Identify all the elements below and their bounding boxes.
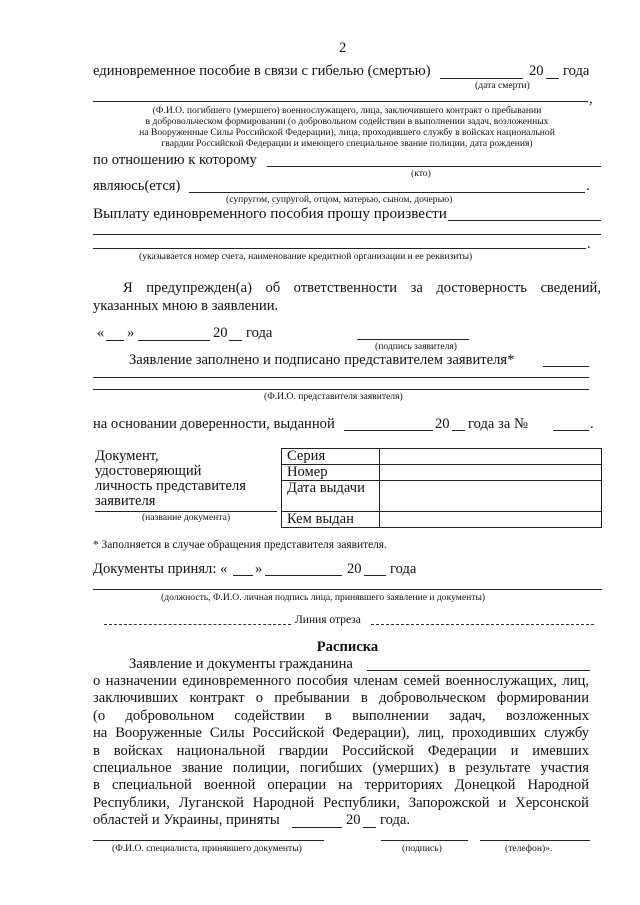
- representative-caption: (Ф.И.О. представителя заявителя): [264, 391, 403, 402]
- receipt-year-field[interactable]: [363, 827, 376, 828]
- death-benefit-label: единовременное пособие в связи с гибелью (смертью): [93, 63, 431, 79]
- doc-label-line-1: Документ,: [95, 447, 159, 464]
- issued-by-value[interactable]: [380, 512, 602, 528]
- series-value[interactable]: [380, 449, 602, 465]
- document-name-caption: (название документа): [141, 511, 231, 523]
- cut-line-left: [104, 624, 291, 625]
- accepted-caption: (должность, Ф.И.О. личная подпись лица, принявшего заявление и документы): [161, 592, 486, 603]
- attorney-year-label: года за №: [468, 416, 528, 432]
- receipt-body-3: (о добровольном содействии в выполнении задач, возложенных: [93, 707, 589, 724]
- year-field[interactable]: [229, 340, 242, 341]
- date-open-quote: «: [97, 325, 105, 341]
- month-field[interactable]: [138, 340, 210, 341]
- payment-field-3[interactable]: [93, 248, 586, 249]
- doc-label-line-4: заявителя: [95, 492, 156, 509]
- warning-line-2: указанных мною в заявлении.: [93, 298, 279, 314]
- death-year-field[interactable]: [546, 78, 559, 79]
- payment-field-1[interactable]: [448, 220, 601, 221]
- cut-line-right: [371, 624, 594, 625]
- representative-field-3[interactable]: [93, 389, 589, 390]
- receipt-first-line: Заявление и документы гражданина: [129, 656, 353, 672]
- relation-label: по отношению к которому: [93, 152, 257, 168]
- receipt-date-field[interactable]: [292, 827, 342, 828]
- doc-label-line-3: личность представителя: [95, 477, 246, 494]
- identity-document-label: [93, 449, 282, 528]
- accepted-year-field[interactable]: [364, 575, 386, 576]
- accepted-label: Документы принял: «: [93, 561, 228, 577]
- footnote: * Заполняется в случае обращения представителя заявителя.: [93, 539, 387, 551]
- specialist-caption: (Ф.И.О. специалиста, принявшего документы): [112, 843, 302, 854]
- payment-label: Выплату единовременного пособия прошу произвести: [93, 205, 447, 222]
- receipt-body-6: специальное звание полиции, погибших (умерших) в результате участия: [93, 760, 589, 776]
- receipt-body-1: о назначении единовременного пособия членам семей военнослужащих, лиц,: [93, 673, 589, 689]
- accepted-by-field[interactable]: [93, 589, 602, 590]
- relation-caption: (кто): [411, 168, 431, 179]
- signature-caption: (подпись): [402, 843, 442, 854]
- specialist-signature-field[interactable]: [381, 840, 468, 841]
- cut-line-label: Линия отреза: [295, 614, 361, 626]
- attorney-end: .: [590, 416, 594, 432]
- death-year-prefix: 20: [529, 63, 544, 79]
- date-year-prefix: 20: [213, 325, 228, 341]
- issued-by-label: Кем выдан: [282, 512, 380, 528]
- receipt-body-8: Республики, Луганской Народной Республики, Запорожской и Херсонской: [93, 794, 589, 811]
- deceased-caption-3: на Вооруженные Силы Российской Федерации), лица, проходившего службу в войсках национальной: [139, 127, 555, 138]
- issue-date-value[interactable]: [380, 481, 602, 512]
- applicant-signature-caption: (подпись заявителя): [375, 341, 458, 352]
- attorney-date-field[interactable]: [344, 430, 433, 431]
- attorney-year-prefix: 20: [435, 416, 450, 432]
- attorney-number-field[interactable]: [553, 430, 589, 431]
- deceased-caption-2: в добровольческом формировании (о добровольном содействии в выполнении задач, возложенных: [145, 116, 549, 127]
- series-label: Серия: [282, 449, 380, 465]
- death-date-caption: (дата смерти): [475, 80, 530, 91]
- issue-date-label: Дата выдачи: [282, 481, 380, 512]
- deceased-caption-1: (Ф.И.О. погибшего (умершего) военнослужащего, лица, заключившего контракт о пребывании: [152, 105, 542, 116]
- number-label: Номер: [282, 465, 380, 481]
- receipt-title: Расписка: [316, 639, 379, 655]
- day-field[interactable]: [106, 340, 124, 341]
- am-field[interactable]: [189, 192, 585, 193]
- receipt-last-line: областей и Украины, приняты: [93, 812, 280, 829]
- payment-caption: (указывается номер счета, наименование кредитной организации и ее реквизиты): [139, 251, 473, 262]
- relation-field[interactable]: [267, 166, 601, 167]
- receipt-year-prefix: 20: [346, 812, 361, 829]
- receipt-body-5: в войсках национальной гвардии Российской Федерации и имевших: [93, 742, 589, 759]
- am-caption: (супругом, супругой, отцом, матерью, сыном, дочерью): [226, 194, 453, 205]
- date-close-quote: »: [127, 325, 135, 341]
- deceased-name-field[interactable]: [93, 101, 588, 102]
- doc-label-line-2: удостоверяющий: [95, 462, 202, 479]
- number-value[interactable]: [380, 465, 602, 481]
- accepted-month-field[interactable]: [265, 575, 342, 576]
- identity-document-table: [93, 448, 602, 528]
- specialist-phone-field[interactable]: [480, 840, 590, 841]
- accepted-day-field[interactable]: [233, 575, 253, 576]
- deceased-caption-4: гвардии Российской Федерации и имеющего специальное звание полиции, дата рождения): [161, 138, 533, 149]
- citizen-name-field[interactable]: [367, 670, 590, 671]
- representative-field-1[interactable]: [543, 366, 589, 367]
- attorney-label: на основании доверенности, выданной: [93, 416, 335, 432]
- applicant-signature-field[interactable]: [357, 339, 469, 340]
- accepted-year-prefix: 20: [347, 561, 362, 577]
- receipt-body-4: на Вооруженные Силы Российской Федерации), лиц, проходивших службу: [93, 725, 589, 742]
- representative-label: Заявление заполнено и подписано представителем заявителя*: [129, 352, 515, 368]
- specialist-name-field[interactable]: [93, 840, 324, 841]
- accepted-close-quote: »: [255, 561, 263, 577]
- attorney-year-field[interactable]: [452, 430, 465, 431]
- receipt-body-2: заключивших контракт о пребывании в добровольческом формировании: [93, 690, 589, 707]
- date-year-suffix: года: [246, 325, 273, 341]
- death-date-field[interactable]: [440, 78, 523, 79]
- death-year-suffix: года: [563, 63, 590, 79]
- accepted-year-suffix: года: [390, 561, 417, 577]
- am-label: являюсь(ется): [93, 178, 181, 194]
- receipt-body-7: в специальной военной операции на территориях Донецкой Народной: [93, 777, 589, 794]
- payment-field-2[interactable]: [93, 234, 601, 235]
- phone-caption: (телефон)».: [505, 843, 553, 854]
- representative-field-2[interactable]: [93, 377, 589, 378]
- warning-line-1: Я предупрежден(а) об ответственности за достоверность сведений,: [123, 280, 601, 296]
- page-number: 2: [339, 40, 347, 56]
- receipt-year-suffix: года.: [380, 812, 411, 829]
